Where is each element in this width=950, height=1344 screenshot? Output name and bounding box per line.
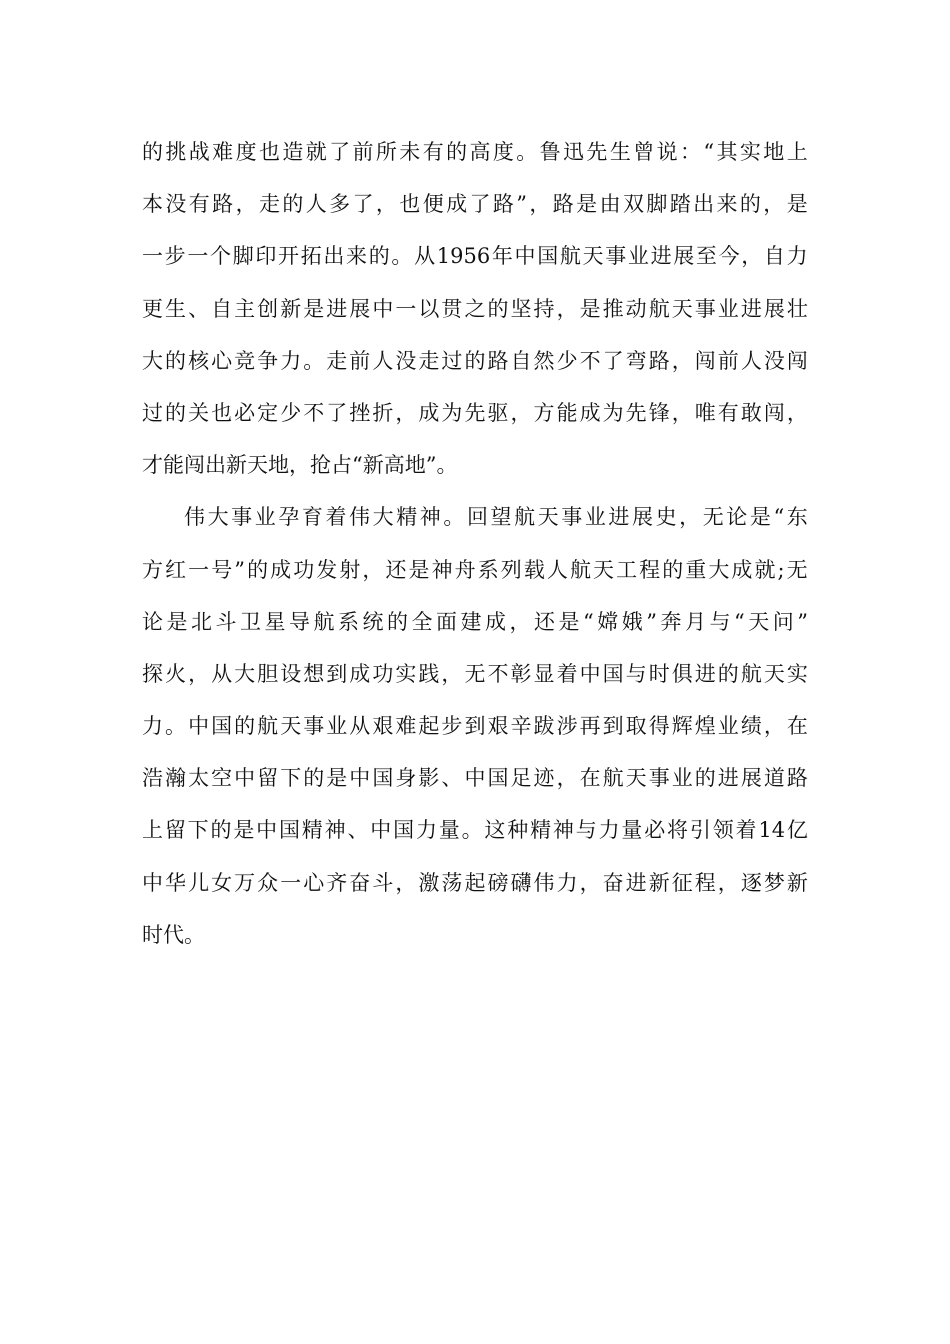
text-line: 中 华 儿 女 万 众 一 心 齐 奋 斗 ， 激 荡 起 磅 礴 伟 力 ， 奋 进 新 征 程 ， 逐 梦 新 bbox=[142, 870, 808, 895]
text-line: 浩 瀚 太 空 中 留 下 的 是 中 国 身 影 、 中 国 足 迹 ， 在 航 天 事 业 的 进 展 道 路 bbox=[142, 766, 808, 791]
text-line: 论 是 北 斗 卫 星 导 航 系 统 的 全 面 建 成 ， 还 是 “ 嫦 娥 ” 奔 月 与 “ 天 问 ” bbox=[142, 609, 808, 634]
text-line-last: 时代。 bbox=[142, 922, 205, 947]
text-line: 过 的 关 也 必 定 少 不 了 挫 折 ， 成 为 先 驱 ， 方 能 成 为 先 锋 ， 唯 有 敢 闯 ， bbox=[142, 400, 808, 425]
text-line: 本 没 有 路 ， 走 的 人 多 了 ， 也 便 成 了 路 ” ， 路 是 由 双 脚 踏 出 来 的 ， 是 bbox=[142, 192, 808, 217]
text-line: 更 生 、 自 主 创 新 是 进 展 中 一 以 贯 之 的 坚 持 ， 是 推 动 航 天 事 业 进 展 壮 bbox=[142, 296, 808, 321]
text-line-indented: 伟 大 事 业 孕 育 着 伟 大 精 神 。 回 望 航 天 事 业 进 展 史 ， 无 论 是 “ 东 bbox=[184, 505, 808, 530]
text-line: 方 红 一 号 ” 的 成 功 发 射 ， 还 是 神 舟 系 列 载 人 航 天 工 程 的 重 大 成 就 ; 无 bbox=[142, 557, 808, 582]
text-line: 大 的 核 心 竞 争 力 。 走 前 人 没 走 过 的 路 自 然 少 不 了 弯 路 ， 闯 前 人 没 闯 bbox=[142, 348, 808, 373]
text-line: 一 步 一 个 脚 印 开 拓 出 来 的 。 从 1956 年 中 国 航 天 事 业 进 展 至 今 ， 自 力 bbox=[142, 244, 808, 269]
text-line: 的 挑 战 难 度 也 造 就 了 前 所 未 有 的 高 度 。 鲁 迅 先 生 曾 说 ： “ 其 实 地 上 bbox=[142, 140, 808, 164]
text-line: 探 火 ， 从 大 胆 设 想 到 成 功 实 践 ， 无 不 彰 显 着 中 国 与 时 俱 进 的 航 天 实 bbox=[142, 661, 808, 686]
text-line-last: 才能闯出新天地，抢占“新高地”。 bbox=[142, 453, 458, 478]
text-line: 上 留 下 的 是 中 国 精 神 、 中 国 力 量 。 这 种 精 神 与 力 量 必 将 引 领 着 14 亿 bbox=[142, 818, 808, 843]
document-body bbox=[142, 126, 808, 961]
text-line: 力 。 中 国 的 航 天 事 业 从 艰 难 起 步 到 艰 辛 跋 涉 再 到 取 得 辉 煌 业 绩 ， 在 bbox=[142, 714, 808, 739]
